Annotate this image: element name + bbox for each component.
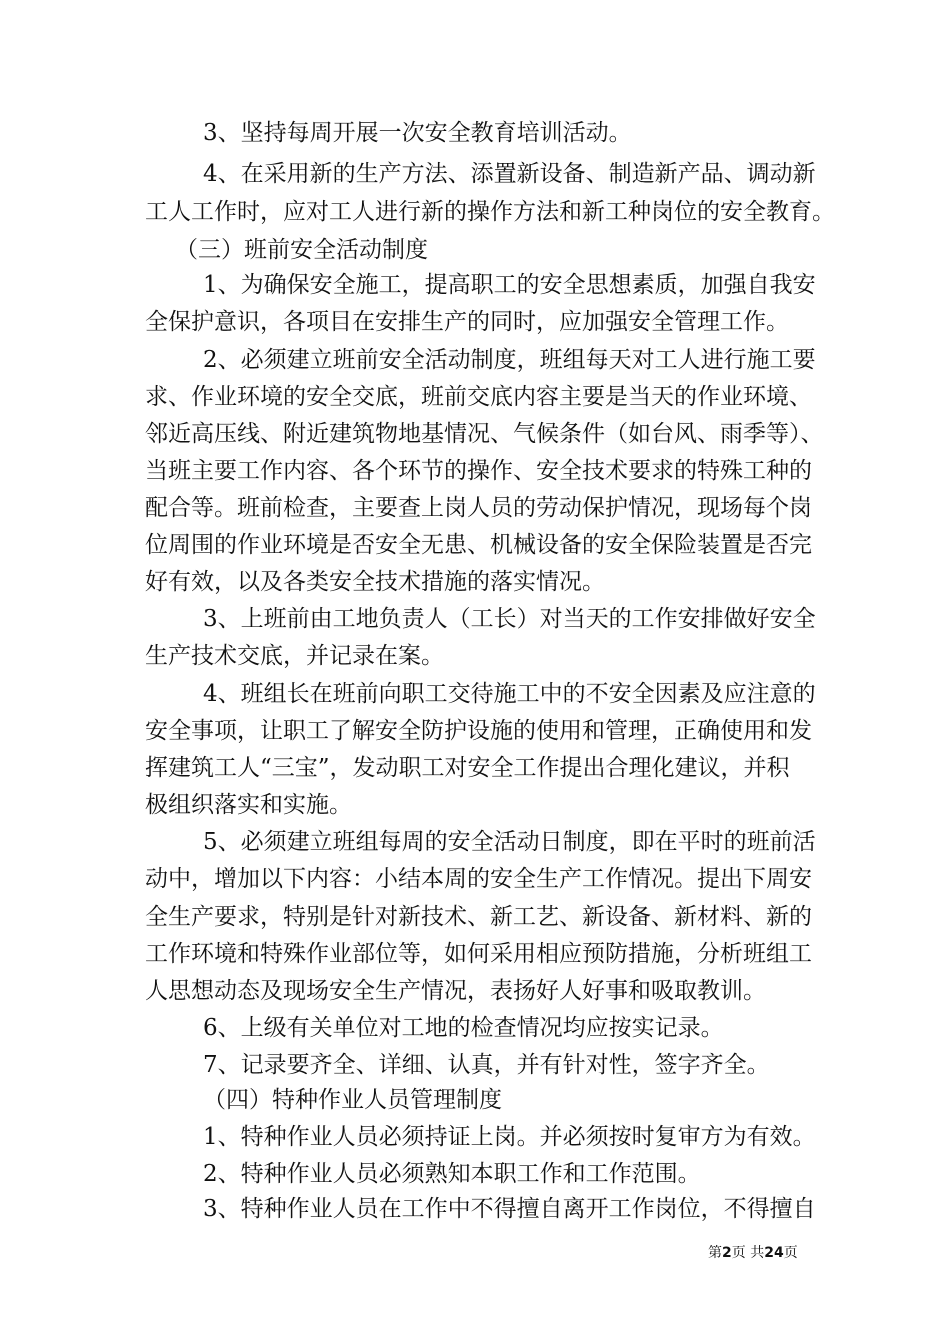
footer-prefix: 第 — [708, 1245, 722, 1261]
text-line: 1、为确保安全施工，提高职工的安全思想素质，加强自我安 — [203, 272, 816, 298]
total-page-number: 24 — [764, 1245, 784, 1261]
footer-suffix: 页 — [783, 1245, 798, 1261]
text-line: 5、必须建立班组每周的安全活动日制度，即在平时的班前活 — [203, 829, 816, 855]
text-line: 好有效，以及各类安全技术措施的落实情况。 — [145, 569, 605, 595]
text-line: 人思想动态及现场安全生产情况，表扬好人好事和吸取教训。 — [145, 978, 766, 1004]
text-line: 工人工作时，应对工人进行新的操作方法和新工种岗位的安全教育。 — [145, 199, 835, 225]
text-line: 极组织落实和实施。 — [145, 792, 352, 818]
text-line: 位周围的作业环境是否安全无患、机械设备的安全保险装置是否完 — [145, 532, 812, 558]
text-line: 7、记录要齐全、详细、认真，并有针对性，签字齐全。 — [203, 1052, 770, 1078]
text-line: 4、在采用新的生产方法、添置新设备、制造新产品、调动新 — [203, 161, 816, 187]
text-line: 3、坚持每周开展一次安全教育培训活动。 — [203, 120, 632, 146]
section-heading: （四）特种作业人员管理制度 — [203, 1087, 502, 1113]
text-line: 邻近高压线、附近建筑物地基情况、气候条件（如台风、雨季等）、 — [145, 421, 824, 447]
text-line: 4、班组长在班前向职工交待施工中的不安全因素及应注意的 — [203, 681, 816, 707]
text-line: 生产技术交底，并记录在案。 — [145, 643, 444, 669]
text-line: 3、上班前由工地负责人（工长）对当天的工作安排做好安全 — [203, 606, 816, 632]
text-line: 6、上级有关单位对工地的检查情况均应按实记录。 — [203, 1015, 724, 1041]
text-line: 工作环境和特殊作业部位等，如何采用相应预防措施，分析班组工 — [145, 941, 812, 967]
text-line: 全保护意识，各项目在安排生产的同时，应加强安全管理工作。 — [145, 309, 789, 335]
text-line: 2、必须建立班前安全活动制度，班组每天对工人进行施工要 — [203, 347, 816, 373]
current-page-number: 2 — [722, 1245, 732, 1261]
text-line: 挥建筑工人“三宝”，发动职工对安全工作提出合理化建议，并积 — [145, 755, 790, 781]
page-indicator — [708, 1244, 798, 1262]
text-line: 全生产要求，特别是针对新技术、新工艺、新设备、新材料、新的 — [145, 904, 812, 930]
text-line: 动中，增加以下内容：小结本周的安全生产工作情况。提出下周安 — [145, 866, 812, 892]
text-line: 3、特种作业人员在工作中不得擅自离开工作岗位，不得擅自 — [203, 1196, 816, 1222]
text-line: 安全事项，让职工了解安全防护设施的使用和管理，正确使用和发 — [145, 718, 812, 744]
footer-middle: 页 共 — [731, 1245, 765, 1261]
section-heading: （三）班前安全活动制度 — [175, 237, 428, 263]
text-line: 2、特种作业人员必须熟知本职工作和工作范围。 — [203, 1161, 701, 1187]
text-line: 1、特种作业人员必须持证上岗。并必须按时复审方为有效。 — [203, 1124, 816, 1150]
text-line: 当班主要工作内容、各个环节的操作、安全技术要求的特殊工种的 — [145, 458, 812, 484]
text-line: 配合等。班前检查，主要查上岗人员的劳动保护情况，现场每个岗 — [145, 495, 812, 521]
text-line: 求、作业环境的安全交底，班前交底内容主要是当天的作业环境、 — [145, 384, 812, 410]
